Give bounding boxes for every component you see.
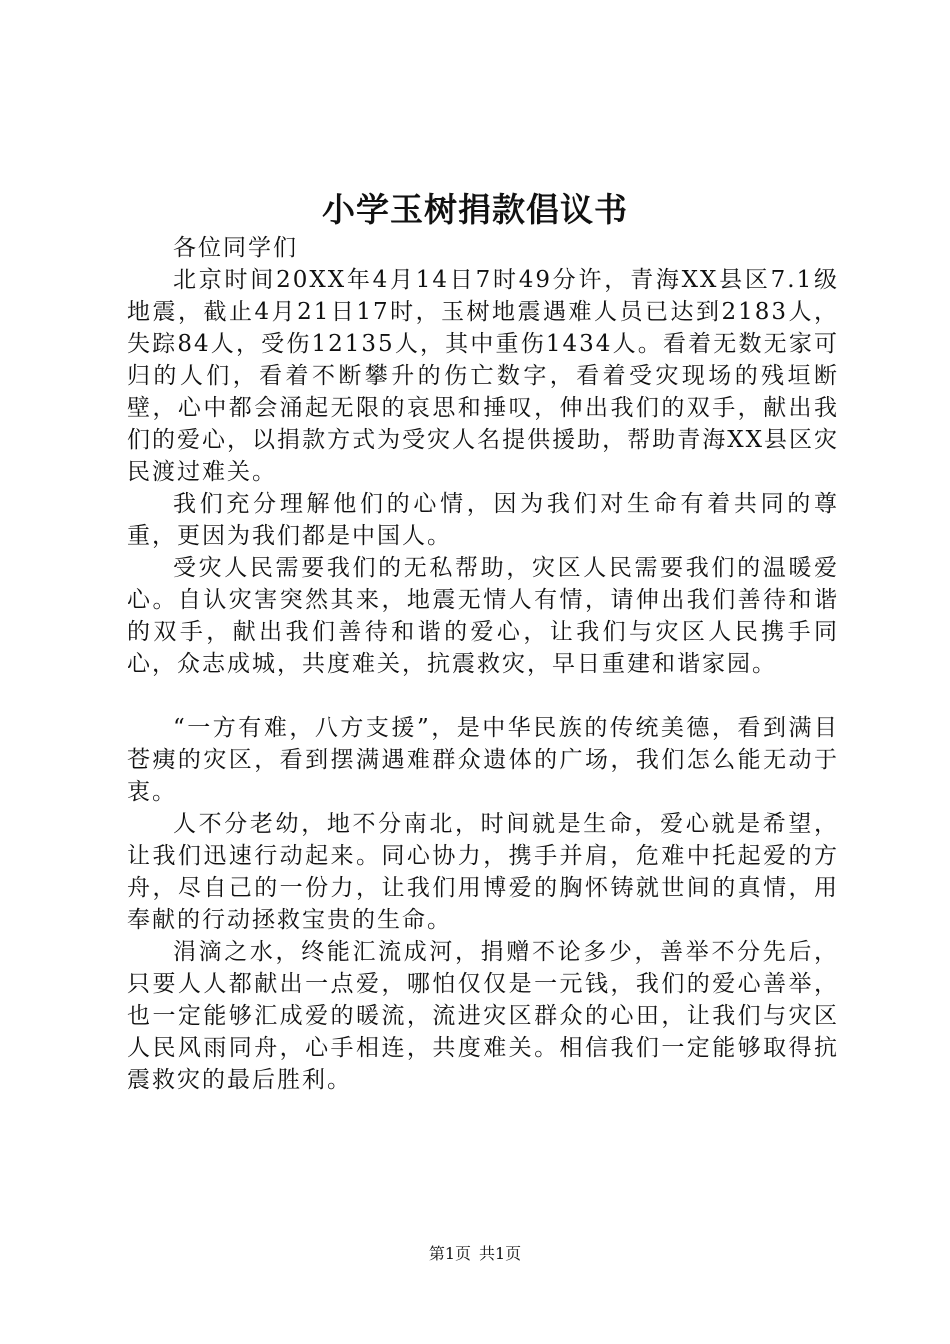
paragraph: 北京时间20XX年4月14日7时49分许，青海XX县区7.1级地震，截止4月21日17时，玉树地震遇难人员已达到2183人，失踪84人，受伤12135人，其中重伤1434人。看着无数无家可归的人们，看着不断攀升的伤亡数字，看着受灾现场的残垣断壁，心中都会涌起无限的哀思和捶叹，伸出我们的双手，献出我们的爱心，以捐款方式为受灾人名提供援助，帮助青海XX县区灾民渡过难关。 (127, 267, 839, 485)
page-total: 共1页 (479, 1244, 522, 1263)
document-body (127, 232, 839, 1096)
salutation: 各位同学们 (173, 235, 298, 261)
paragraph: “一方有难，八方支援”，是中华民族的传统美德，看到满目苍痍的灾区，看到摆满遇难群众遗体的广场，我们怎么能无动于衷。 (127, 715, 839, 805)
blank-line (127, 680, 839, 712)
page-footer (0, 1243, 950, 1265)
document-title: 小学玉树捐款倡议书 (322, 190, 628, 229)
paragraph: 我们充分理解他们的心情，因为我们对生命有着共同的尊重，更因为我们都是中国人。 (127, 491, 839, 549)
page-number: 第1页 (428, 1244, 471, 1263)
paragraph: 人不分老幼，地不分南北，时间就是生命，爱心就是希望，让我们迅速行动起来。同心协力，携手并肩，危难中托起爱的方舟，尽自己的一份力，让我们用博爱的胸怀铸就世间的真情，用奉献的行动拯救宝贵的生命。 (127, 811, 839, 933)
paragraph: 涓滴之水，终能汇流成河，捐赠不论多少，善举不分先后，只要人人都献出一点爱，哪怕仅仅是一元钱，我们的爱心善举，也一定能够汇成爱的暖流，流进灾区群众的心田，让我们与灾区人民风雨同舟，心手相连，共度难关。相信我们一定能够取得抗震救灾的最后胜利。 (127, 939, 839, 1093)
paragraph: 受灾人民需要我们的无私帮助，灾区人民需要我们的温暖爱心。自认灾害突然其来，地震无情人有情，请伸出我们善待和谐的双手，献出我们善待和谐的爱心，让我们与灾区人民携手同心，众志成城，共度难关，抗震救灾，早日重建和谐家园。 (127, 555, 839, 677)
